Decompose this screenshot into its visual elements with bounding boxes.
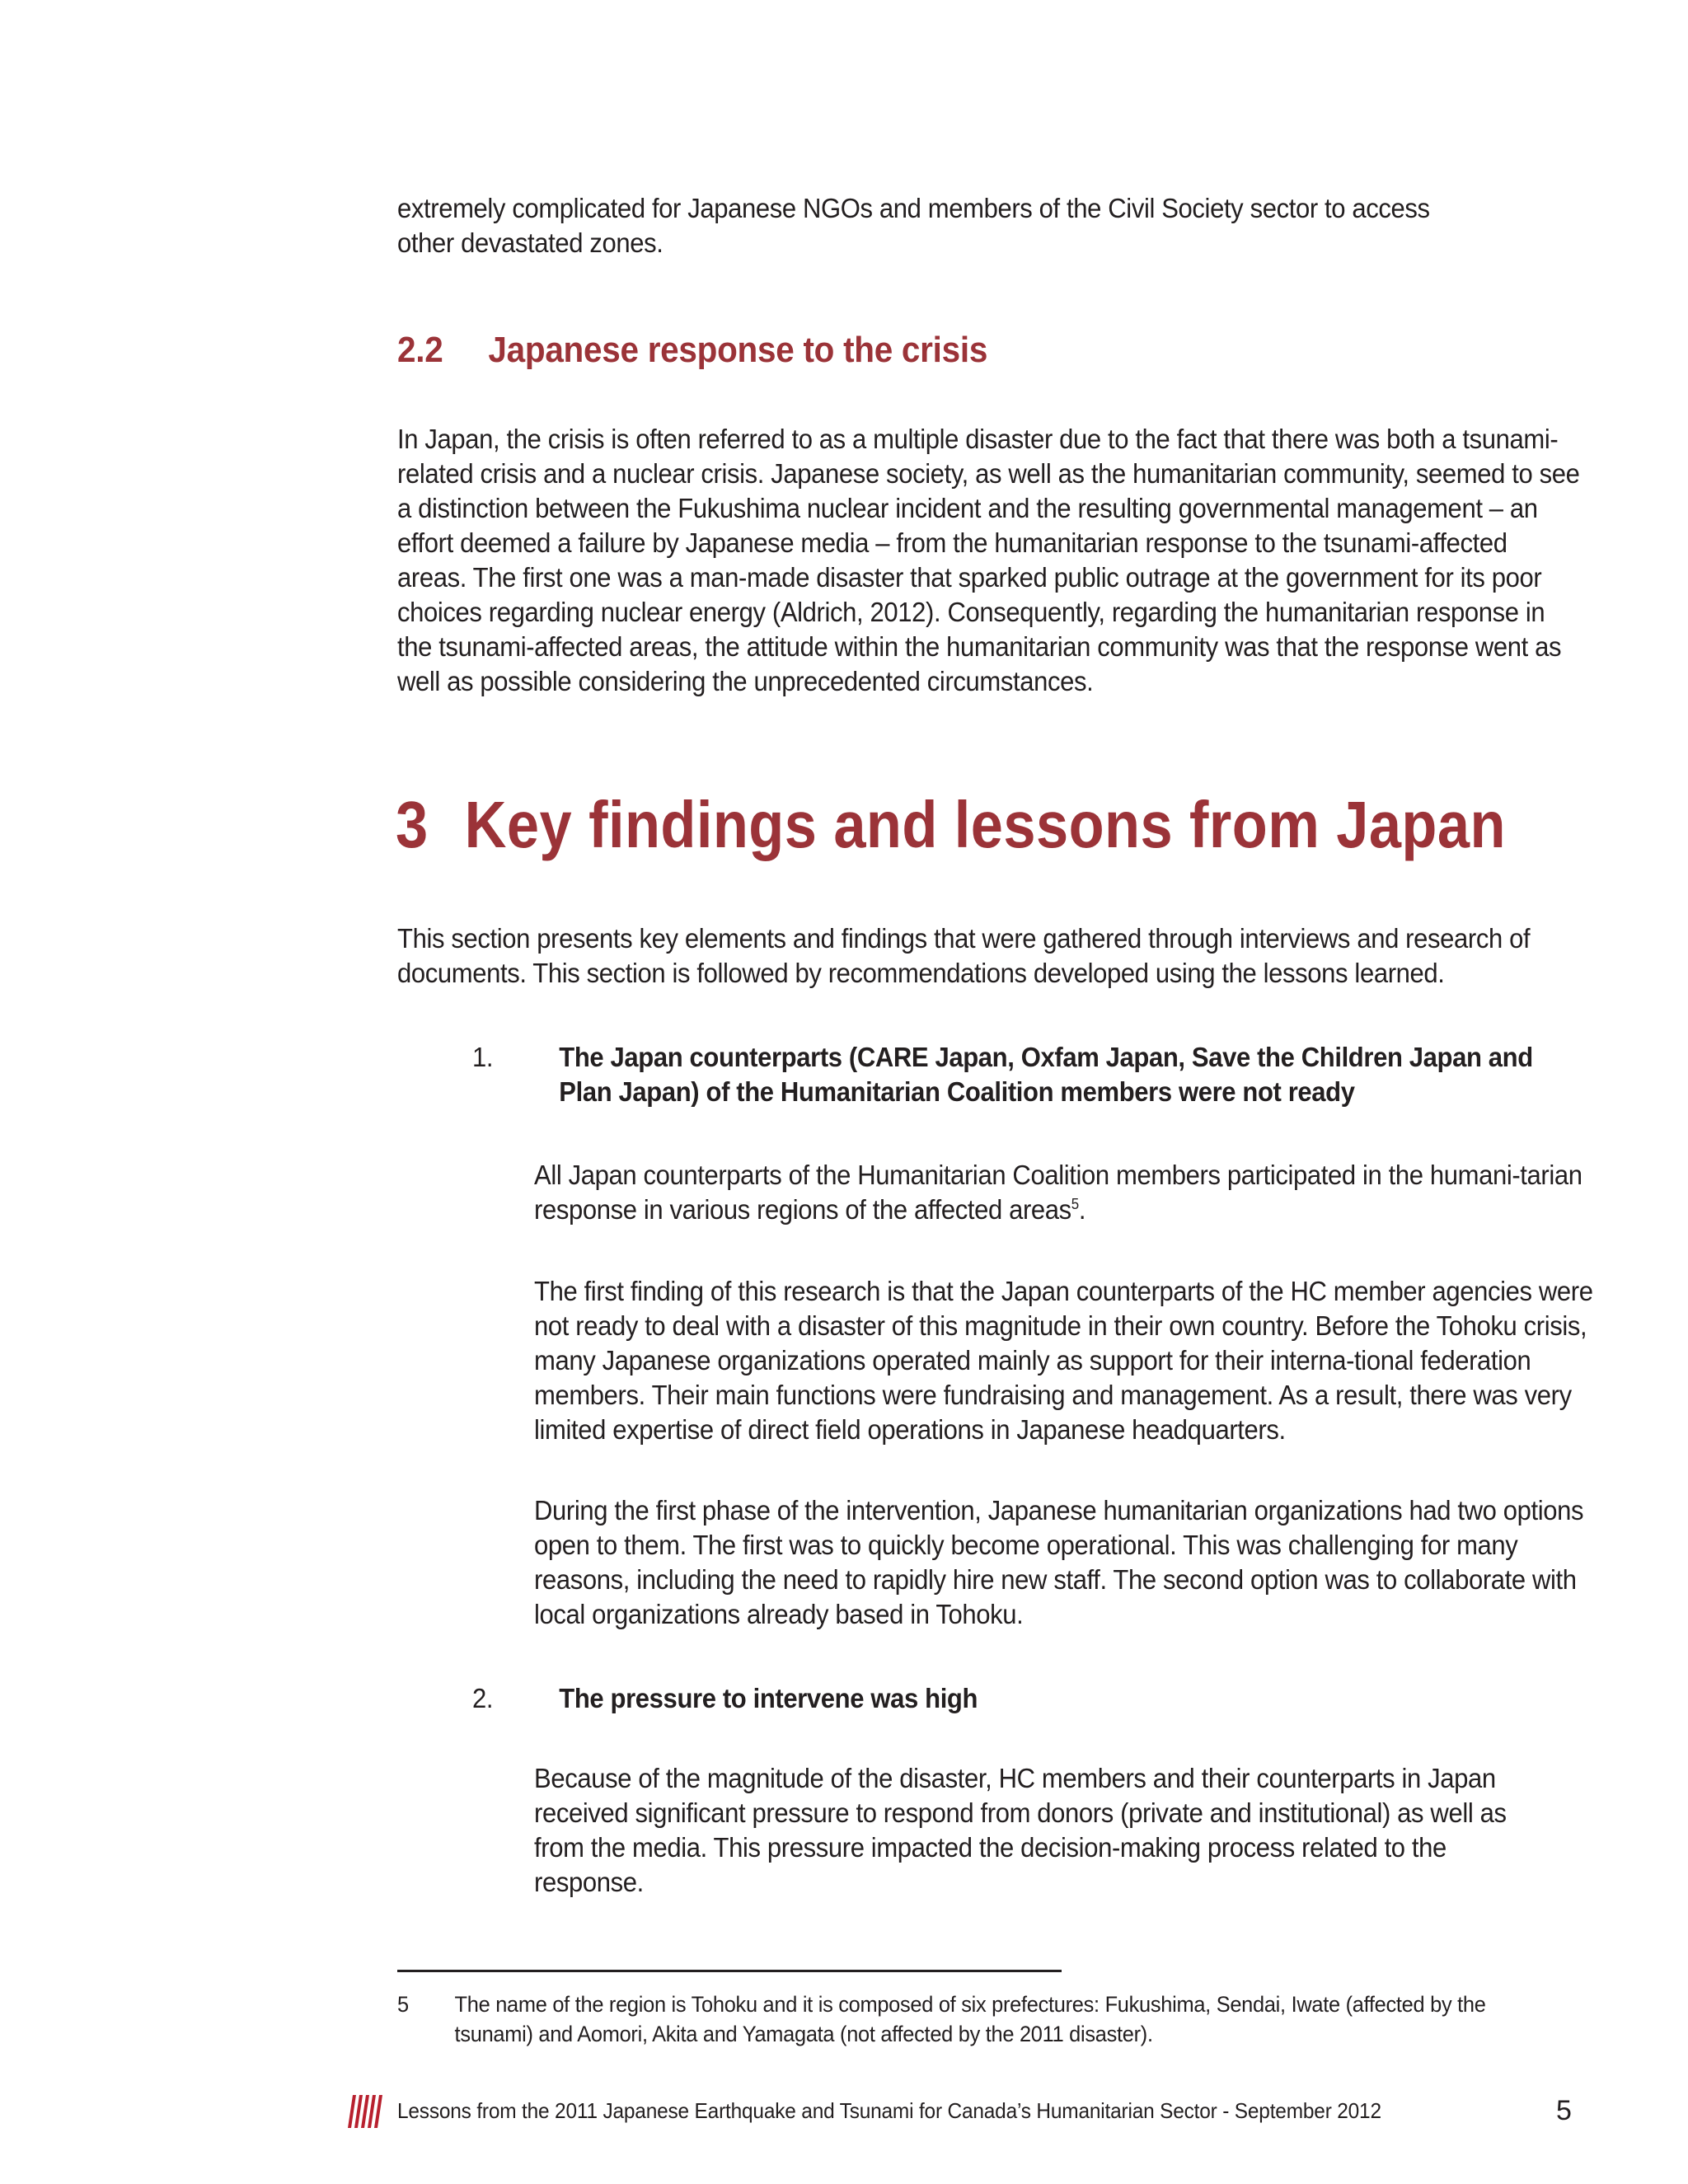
intro-paragraph-container	[397, 191, 1584, 260]
finding-2-paragraph-1-container	[534, 1761, 1639, 1900]
page-number: 5	[1556, 2095, 1572, 2126]
finding-1-paragraph-2: The first finding of this research is that the Japan counterparts of the HC member agencies were not ready to deal with a disaster of this magnitude in their own country. Before the Tohoku crisis, many Japanese organizations operated mainly as support for their interna-tional federation members. Their main functions were fundraising and management. As a result, there was very limited expertise of direct field operations in Japanese headquarters.	[534, 1276, 1593, 1445]
finding-1-paragraph-1-text: All Japan counterparts of the Humanitarian Coalition members participated in the humani-tarian response in various regions of the affected areas	[534, 1160, 1582, 1225]
section-2-2-title: Japanese response to the crisis	[488, 330, 988, 370]
section-3-heading	[396, 787, 1506, 863]
finding-2-paragraph-1: Because of the magnitude of the disaster, HC members and their counterparts in Japan received significant pressure to respond from donors (private and institutional) as well as from the media. This pressure impacted the decision-making process related to the response.	[534, 1763, 1507, 1897]
section-3-intro: This section presents key elements and findings that were gathered through interviews and research of documents. This section is followed by recommendations developed using the lessons learned.	[397, 923, 1531, 988]
footer-title: Lessons from the 2011 Japanese Earthquake and Tsunami for Canada’s Humanitarian Sector - September 2012	[397, 2098, 1381, 2123]
finding-1-paragraph-3-container	[534, 1493, 1639, 1632]
section-2-2-body-container	[397, 422, 1584, 699]
finding-2-heading	[472, 1681, 1557, 1716]
finding-1-paragraph-3: During the first phase of the intervention, Japanese humanitarian organizations had two options open to them. The first was to quickly become operational. This was challenging for many reasons, including the need to rapidly hire new staff. The second option was to collaborate with local organizations already based in Tohoku.	[534, 1495, 1584, 1629]
footnote-text: The name of the region is Tohoku and it is composed of six prefectures: Fukushima, Sendai, Iwate (affected by the tsunami) and Aomori, Akita and Yamagata (not affected by the 2011 disaster).	[454, 1992, 1486, 2046]
footnote	[397, 1990, 1528, 2049]
page-footer	[346, 2093, 1582, 2130]
footnote-reference-5[interactable]: 5	[1071, 1196, 1079, 1212]
finding-1-heading	[472, 1040, 1557, 1109]
section-3-intro-container	[397, 921, 1584, 991]
section-2-2-heading	[397, 330, 987, 371]
finding-1-paragraph-2-container	[534, 1274, 1639, 1447]
stripes-logo-icon	[346, 2095, 382, 2128]
intro-continuation-paragraph: extremely complicated for Japanese NGOs and members of the Civil Society sector to access other devastated zones.	[397, 193, 1430, 258]
section-3-title: Key findings and lessons from Japan	[464, 788, 1506, 861]
section-3-number: 3	[396, 788, 429, 861]
finding-1-number: 1.	[472, 1042, 494, 1072]
section-2-2-body: In Japan, the crisis is often referred to as a multiple disaster due to the fact that there was both a tsunami-related crisis and a nuclear crisis. Japanese society, as well as the humanitarian community, seemed to see a distinction between the Fukushima nuclear incident and the resulting governmental management – an effort deemed a failure by Japanese media – from the humanitarian response to the tsunami-affected areas. The first one was a man-made disaster that sparked public outrage at the government for its poor choices regarding nuclear energy (Aldrich, 2012). Consequently, regarding the humanitarian response in the tsunami-affected areas, the attitude within the humanitarian community was that the response went as well as possible considering the unprecedented circumstances.	[397, 424, 1580, 696]
section-2-2-number: 2.2	[397, 330, 443, 370]
finding-1-title: The Japan counterparts (CARE Japan, Oxfam Japan, Save the Children Japan and Plan Japan) of the Humanitarian Coalition members were not ready	[559, 1042, 1533, 1107]
finding-1-paragraph-1: All Japan counterparts of the Humanitarian Coalition members participated in the humani-tarian response in various regions of the affected areas$^5$.	[534, 1160, 1582, 1225]
footnote-number: 5	[397, 1992, 409, 2017]
finding-2-number: 2.	[472, 1683, 494, 1713]
finding-1-paragraph-1-container	[534, 1158, 1639, 1227]
finding-2-title: The pressure to intervene was high	[559, 1683, 978, 1713]
footnote-separator	[397, 1970, 1062, 1972]
